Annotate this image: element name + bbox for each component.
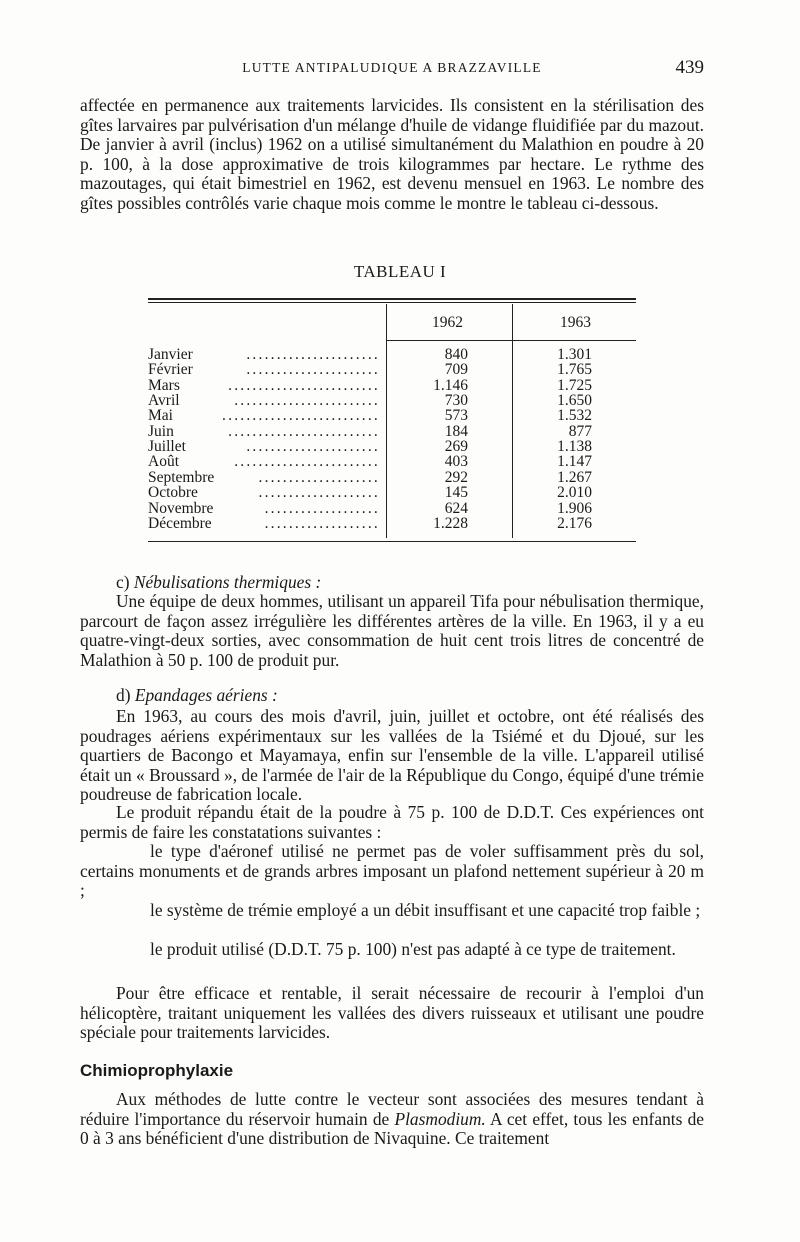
leader-dots: ......................: [246, 439, 380, 455]
value-1963: 877: [568, 422, 592, 440]
section-c-heading: [116, 572, 321, 592]
month-label: Mars: [148, 376, 180, 394]
section-d-heading: [116, 685, 278, 705]
table-row: [148, 393, 608, 408]
month-label: Mai: [148, 407, 173, 425]
list-item: le système de trémie employé a un débit insuffisant et une capacité trop faible ;: [150, 900, 701, 920]
leader-dots: ........................: [234, 393, 380, 409]
table-row: [148, 470, 608, 485]
section-d-text-3: Pour être efficace et rentable, il serait nécessaire de recourir à l'emploi d'un hélicoptère, traitant uniquement les vallées des divers ruisseaux et utilisant une poudre spéciale pour traitements larvicides.: [80, 983, 704, 1043]
table-row: [148, 439, 608, 454]
value-1962: 730: [444, 392, 468, 410]
table-row: [148, 347, 608, 362]
month-label: Juillet: [148, 438, 186, 456]
value-1962: 1.228: [433, 514, 468, 532]
leader-dots: .........................: [228, 377, 380, 393]
value-1962: 1.146: [433, 376, 468, 394]
month-label: Avril: [148, 392, 180, 410]
value-1962: 145: [444, 484, 468, 502]
table-top-rule: [148, 298, 636, 300]
table-row: [148, 501, 608, 516]
leader-dots: ........................: [234, 454, 380, 470]
section-c-label: c): [116, 572, 134, 592]
table-header-rule: [386, 340, 636, 341]
chimioprophylaxie-heading: Chimioprophylaxie: [80, 1061, 234, 1080]
value-1963: 1.301: [557, 346, 592, 363]
month-label: Décembre: [148, 514, 212, 532]
value-1962: 269: [444, 438, 468, 456]
leader-dots: ...................: [264, 500, 380, 516]
leader-dots: .........................: [228, 423, 380, 439]
value-1963: 1.765: [557, 361, 592, 379]
value-1963: 1.532: [557, 407, 592, 425]
month-label: Juin: [148, 422, 174, 440]
section-d-label: d): [116, 685, 135, 705]
leader-dots: ....................: [258, 469, 380, 485]
list-item: le type d'aéronef utilisé ne permet pas de voler suffisamment près du sol, certains monuments et de grands arbres imposant un plafond nettement supérieur à 20 m ;: [80, 841, 704, 901]
value-1963: 2.010: [557, 484, 592, 502]
list-item: le produit utilisé (D.D.T. 75 p. 100) n'est pas adapté à ce type de traitement.: [150, 939, 676, 959]
column-header-1962: 1962: [432, 314, 463, 331]
intro-paragraph: affectée en permanence aux traitements larvicides. Ils consistent en la stérilisation des gîtes larvaires par pulvérisation d'un mélange d'huile de vidange fluidifiée par du mazout. De janvier à avril (inclus) 1962 on a utilisé simultanément du Malathion en poudre à 20 p. 100, à la dose approximative de trois kilogrammes par hectare. Le rythme des mazoutages, qui était bimestriel en 1962, est devenu mensuel en 1963. Le nombre des gîtes possibles contrôlés varie chaque mois comme le montre le tableau ci-dessous.: [80, 95, 704, 213]
month-label: Octobre: [148, 484, 198, 502]
chimio-text-a: Aux méthodes de lutte contre le vecteur sont associées des mesures tendant à réduire l'importance du réservoir humain de: [80, 1089, 704, 1129]
running-head: LUTTE ANTIPALUDIQUE A BRAZZAVILLE: [242, 60, 542, 75]
month-label: Août: [148, 453, 179, 471]
value-1963: 1.650: [557, 392, 592, 410]
value-1963: 1.267: [557, 468, 592, 486]
chimio-text-b: A cet effet, tous les enfants de 0 à 3 ans bénéficient d'une distribution de Nivaquine. Ce traitement: [80, 1108, 704, 1149]
value-1963: 1.725: [557, 376, 592, 394]
table-row: [148, 454, 608, 469]
table-row: [148, 378, 608, 393]
value-1962: 292: [444, 468, 468, 486]
month-label: Février: [148, 361, 193, 379]
chimioprophylaxie-text: [80, 1090, 704, 1149]
value-1962: 840: [444, 346, 468, 363]
page-number: 439: [675, 57, 704, 78]
leader-dots: ......................: [246, 347, 380, 362]
section-d-title: Epandages aériens :: [134, 685, 278, 705]
column-header-1963: 1963: [560, 314, 591, 331]
value-1962: 624: [444, 499, 468, 517]
value-1963: 1.906: [557, 499, 592, 517]
month-label: Janvier: [148, 346, 193, 363]
value-1963: 1.138: [557, 438, 592, 456]
table-top-rule-thin: [148, 302, 636, 303]
chimio-text-italic: Plasmodium.: [394, 1108, 486, 1129]
leader-dots: ...................: [264, 515, 380, 531]
value-1962: 184: [444, 422, 468, 440]
leader-dots: ..........................: [222, 408, 380, 424]
value-1962: 709: [444, 361, 468, 379]
value-1962: 573: [444, 407, 468, 425]
leader-dots: ......................: [246, 362, 380, 378]
section-d-text-1: En 1963, au cours des mois d'avril, juin, juillet et octobre, ont été réalisés des poudrages aériens expérimentaux sur les vallées de la Tsiémé et du Djoué, sur les quartiers de Bacongo et Mayamaya, enfin sur l'ensemble de la ville. L'appareil utilisé était un « Broussard », de l'armée de l'air de la République du Congo, équipé d'une trémie poudreuse de fabrication locale.: [80, 706, 704, 805]
table-title: TABLEAU I: [353, 262, 447, 281]
leader-dots: ....................: [258, 485, 380, 501]
section-c-text: Une équipe de deux hommes, utilisant un appareil Tifa pour nébulisation thermique, parcourt de façon assez irrégulière les différentes artères de la ville. En 1963, il y a eu quatre-vingt-deux sorties, avec consommation de huit cent trois litres de concentré de Malathion à 50 p. 100 de produit pur.: [80, 591, 704, 670]
table-row: [148, 485, 608, 500]
month-label: Novembre: [148, 499, 214, 517]
table-row: [148, 516, 608, 531]
value-1962: 403: [444, 453, 468, 471]
value-1963: 2.176: [557, 514, 592, 532]
value-1963: 1.147: [557, 453, 592, 471]
table-row: [148, 408, 608, 423]
table-row: [148, 424, 608, 439]
section-d-text-2: Le produit répandu était de la poudre à 75 p. 100 de D.D.T. Ces expériences ont permis de faire les constatations suivantes :: [80, 802, 704, 842]
month-label: Septembre: [148, 468, 215, 486]
table-bottom-rule: [148, 541, 636, 542]
section-c-title: Nébulisations thermiques :: [133, 572, 322, 592]
table-row: [148, 362, 608, 377]
